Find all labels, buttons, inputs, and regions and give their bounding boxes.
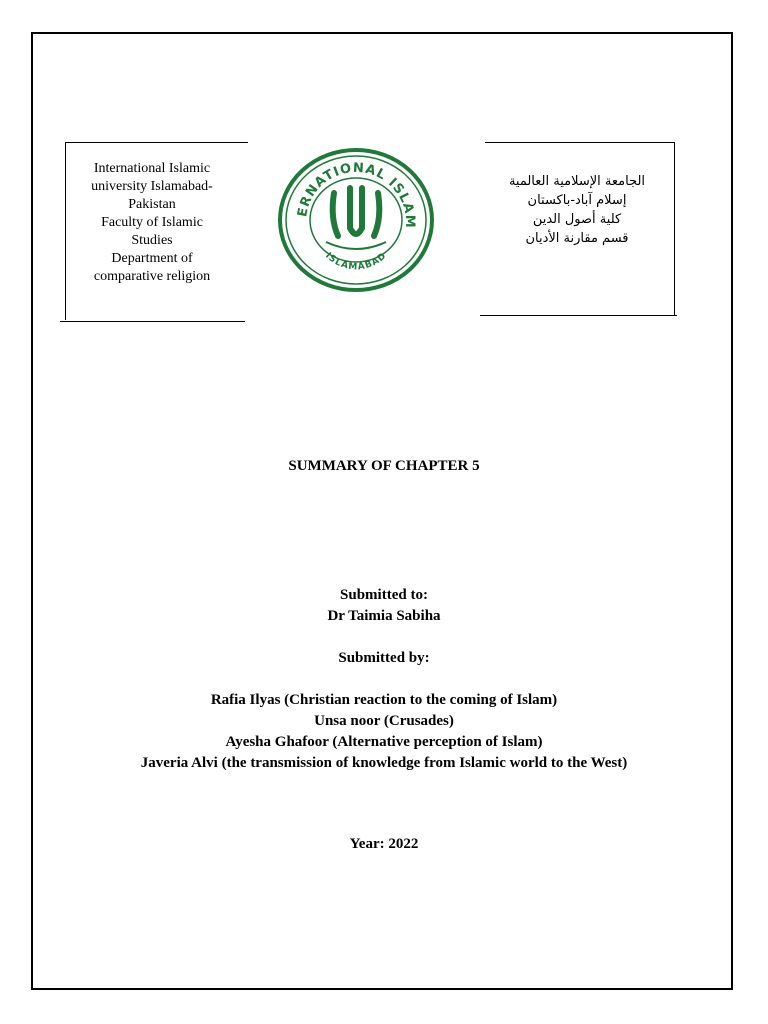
submitted-to-section: [40, 585, 728, 627]
header-line: الجامعة الإسلامية العالمية: [508, 174, 646, 189]
submitted-by-label: Submitted by:: [338, 650, 430, 666]
header-line: كلية أصول الدين: [532, 212, 622, 227]
header-line: university Islamabad-: [91, 179, 213, 194]
header-line: Pakistan: [128, 197, 176, 212]
list-item: Javeria Alvi (the transmission of knowledge from Islamic world to the West): [140, 755, 628, 771]
divider: [65, 142, 66, 320]
list-item: Ayesha Ghafoor (Alternative perception of Islam): [225, 734, 543, 750]
document-title: SUMMARY OF CHAPTER 5: [288, 458, 480, 474]
divider: [674, 142, 675, 316]
divider: [480, 315, 677, 316]
divider: [65, 142, 248, 143]
university-name-english: [82, 160, 222, 286]
year-label: Year: 2022: [349, 836, 419, 852]
submitted-to-label: Submitted to:: [340, 587, 428, 603]
header-line: Studies: [131, 233, 173, 248]
header-line: إسلام آباد-باكستان: [527, 193, 627, 208]
header-line: comparative religion: [93, 269, 211, 284]
members-list: [40, 690, 728, 774]
header-line: Department of: [111, 251, 193, 266]
header-line: قسم مقارنة الأديان: [525, 231, 629, 246]
svg-text:INTERNATIONAL ISLAMIC: ERNATIONAL ISLAM: [295, 160, 418, 229]
university-name-arabic: [492, 172, 662, 248]
submitted-to-name: Dr Taimia Sabiha: [327, 608, 441, 624]
university-seal-icon: [276, 148, 436, 292]
header-line: Faculty of Islamic: [101, 215, 203, 230]
header-arabic-block: [480, 142, 678, 317]
divider: [60, 321, 245, 322]
svg-text:ISLAMABAD: ISLAMABAD: [323, 250, 389, 273]
divider: [485, 142, 675, 143]
header-line: International Islamic: [93, 161, 211, 176]
header-english-block: [60, 142, 248, 322]
list-item: Unsa noor (Crusades): [314, 713, 454, 729]
list-item: Rafia Ilyas (Christian reaction to the coming of Islam): [210, 692, 558, 708]
